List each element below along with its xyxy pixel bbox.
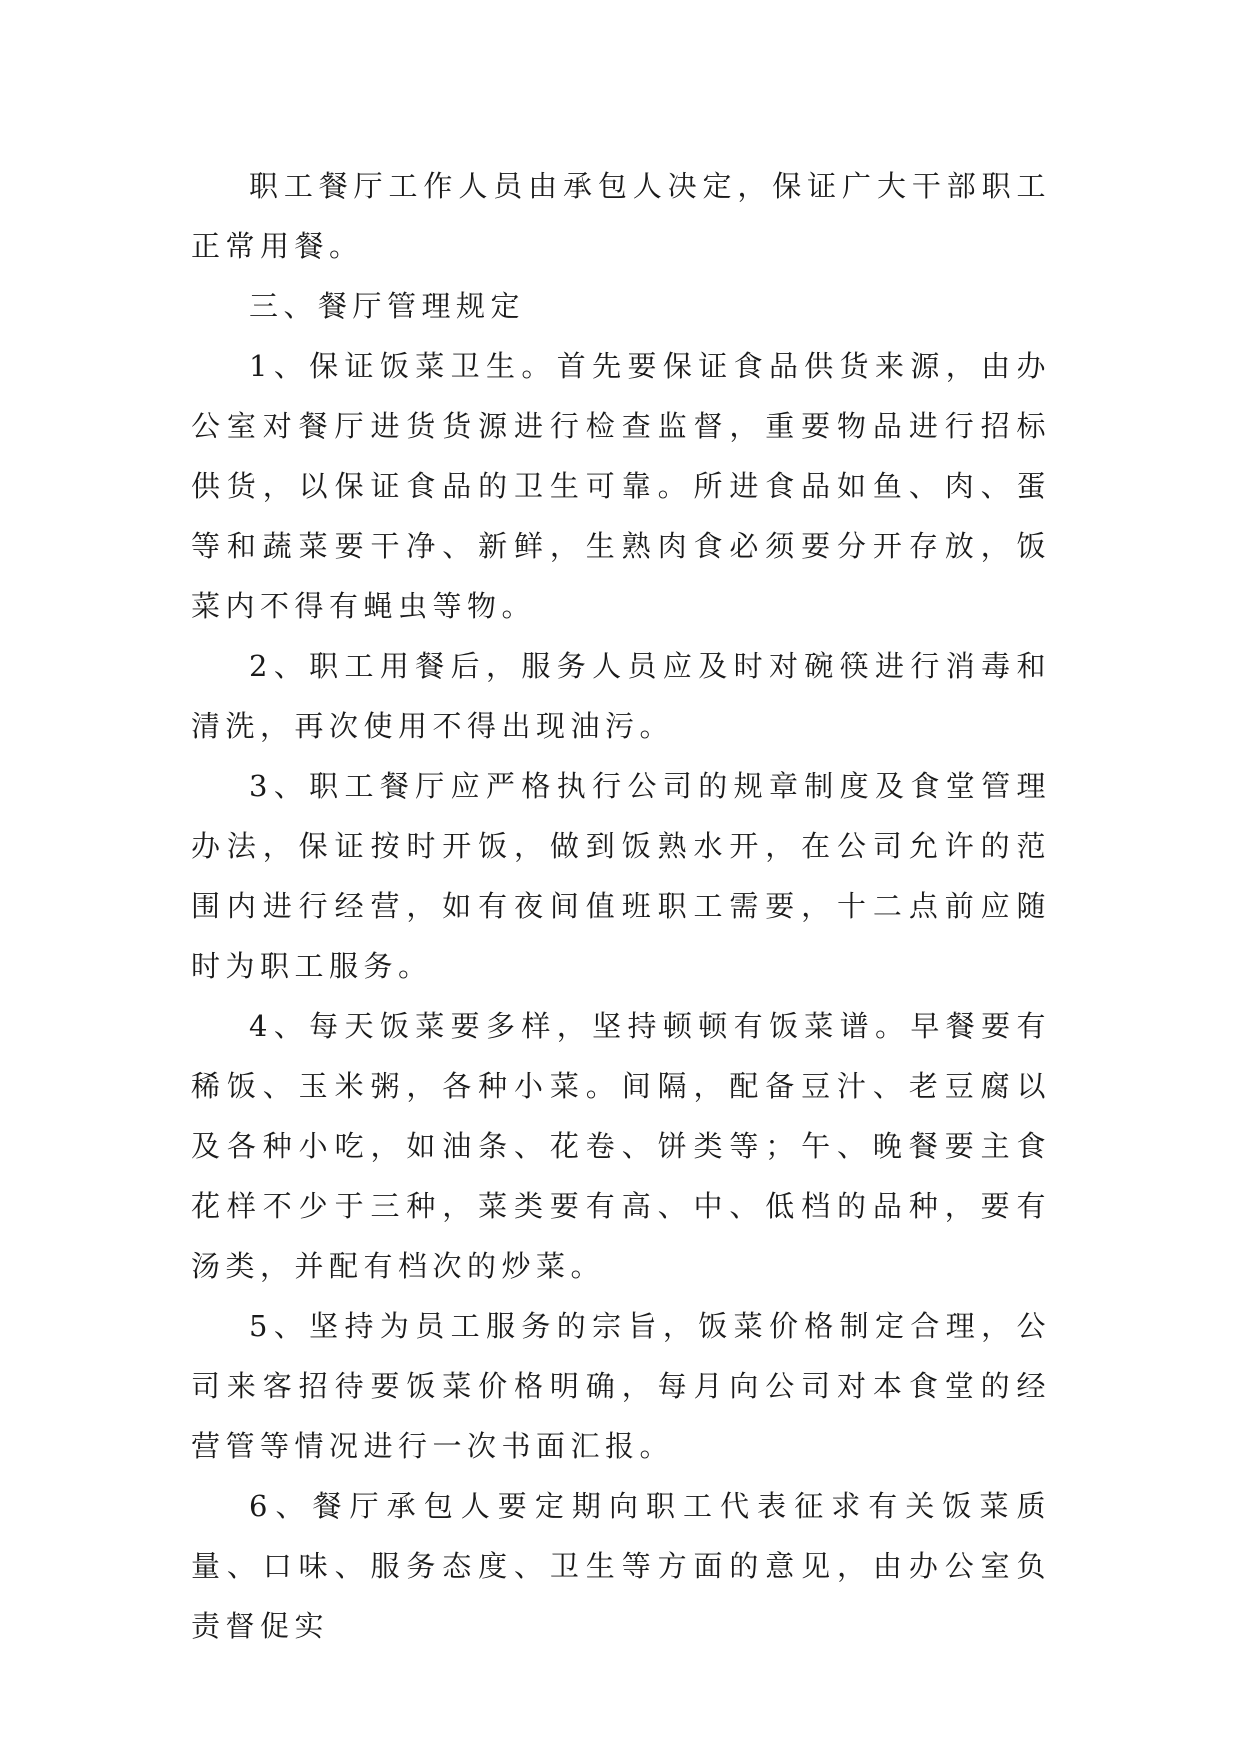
paragraph-rule-6-feedback: 6、餐厅承包人要定期向职工代表征求有关饭菜质量、口味、服务态度、卫生等方面的意见，由办公室负责督促实 xyxy=(191,1489,1051,1643)
paragraph-rule-3-regulations: 3、职工餐厅应严格执行公司的规章制度及食堂管理办法，保证按时开饭，做到饭熟水开，在公司允许的范围内进行经营，如有夜间值班职工需要，十二点前应随时为职工服务。 xyxy=(191,769,1051,983)
document-body xyxy=(191,156,1051,1656)
paragraph-rule-5-pricing: 5、坚持为员工服务的宗旨，饭菜价格制定合理，公司来客招待要饭菜价格明确，每月向公司对本食堂的经营管等情况进行一次书面汇报。 xyxy=(191,1309,1051,1463)
section-heading-management-rules: 三、餐厅管理规定 xyxy=(249,289,526,323)
paragraph-rule-2-dish-cleaning: 2、职工用餐后，服务人员应及时对碗筷进行消毒和清洗，再次使用不得出现油污。 xyxy=(191,649,1051,743)
paragraph-rule-4-menu-variety: 4、每天饭菜要多样，坚持顿顿有饭菜谱。早餐要有稀饭、玉米粥，各种小菜。间隔，配备豆汁、老豆腐以及各种小吃，如油条、花卷、饼类等；午、晚餐要主食花样不少于三种，菜类要有高、中、低档的品种，要有汤类，并配有档次的炒菜。 xyxy=(191,1009,1051,1283)
paragraph-staffing: 职工餐厅工作人员由承包人决定，保证广大干部职工正常用餐。 xyxy=(191,169,1051,263)
paragraph-rule-1-food-hygiene: 1、保证饭菜卫生。首先要保证食品供货来源，由办公室对餐厅进货货源进行检查监督，重要物品进行招标供货，以保证食品的卫生可靠。所进食品如鱼、肉、蛋等和蔬菜要干净、新鲜，生熟肉食必须要分开存放，饭菜内不得有蝇虫等物。 xyxy=(191,349,1051,623)
